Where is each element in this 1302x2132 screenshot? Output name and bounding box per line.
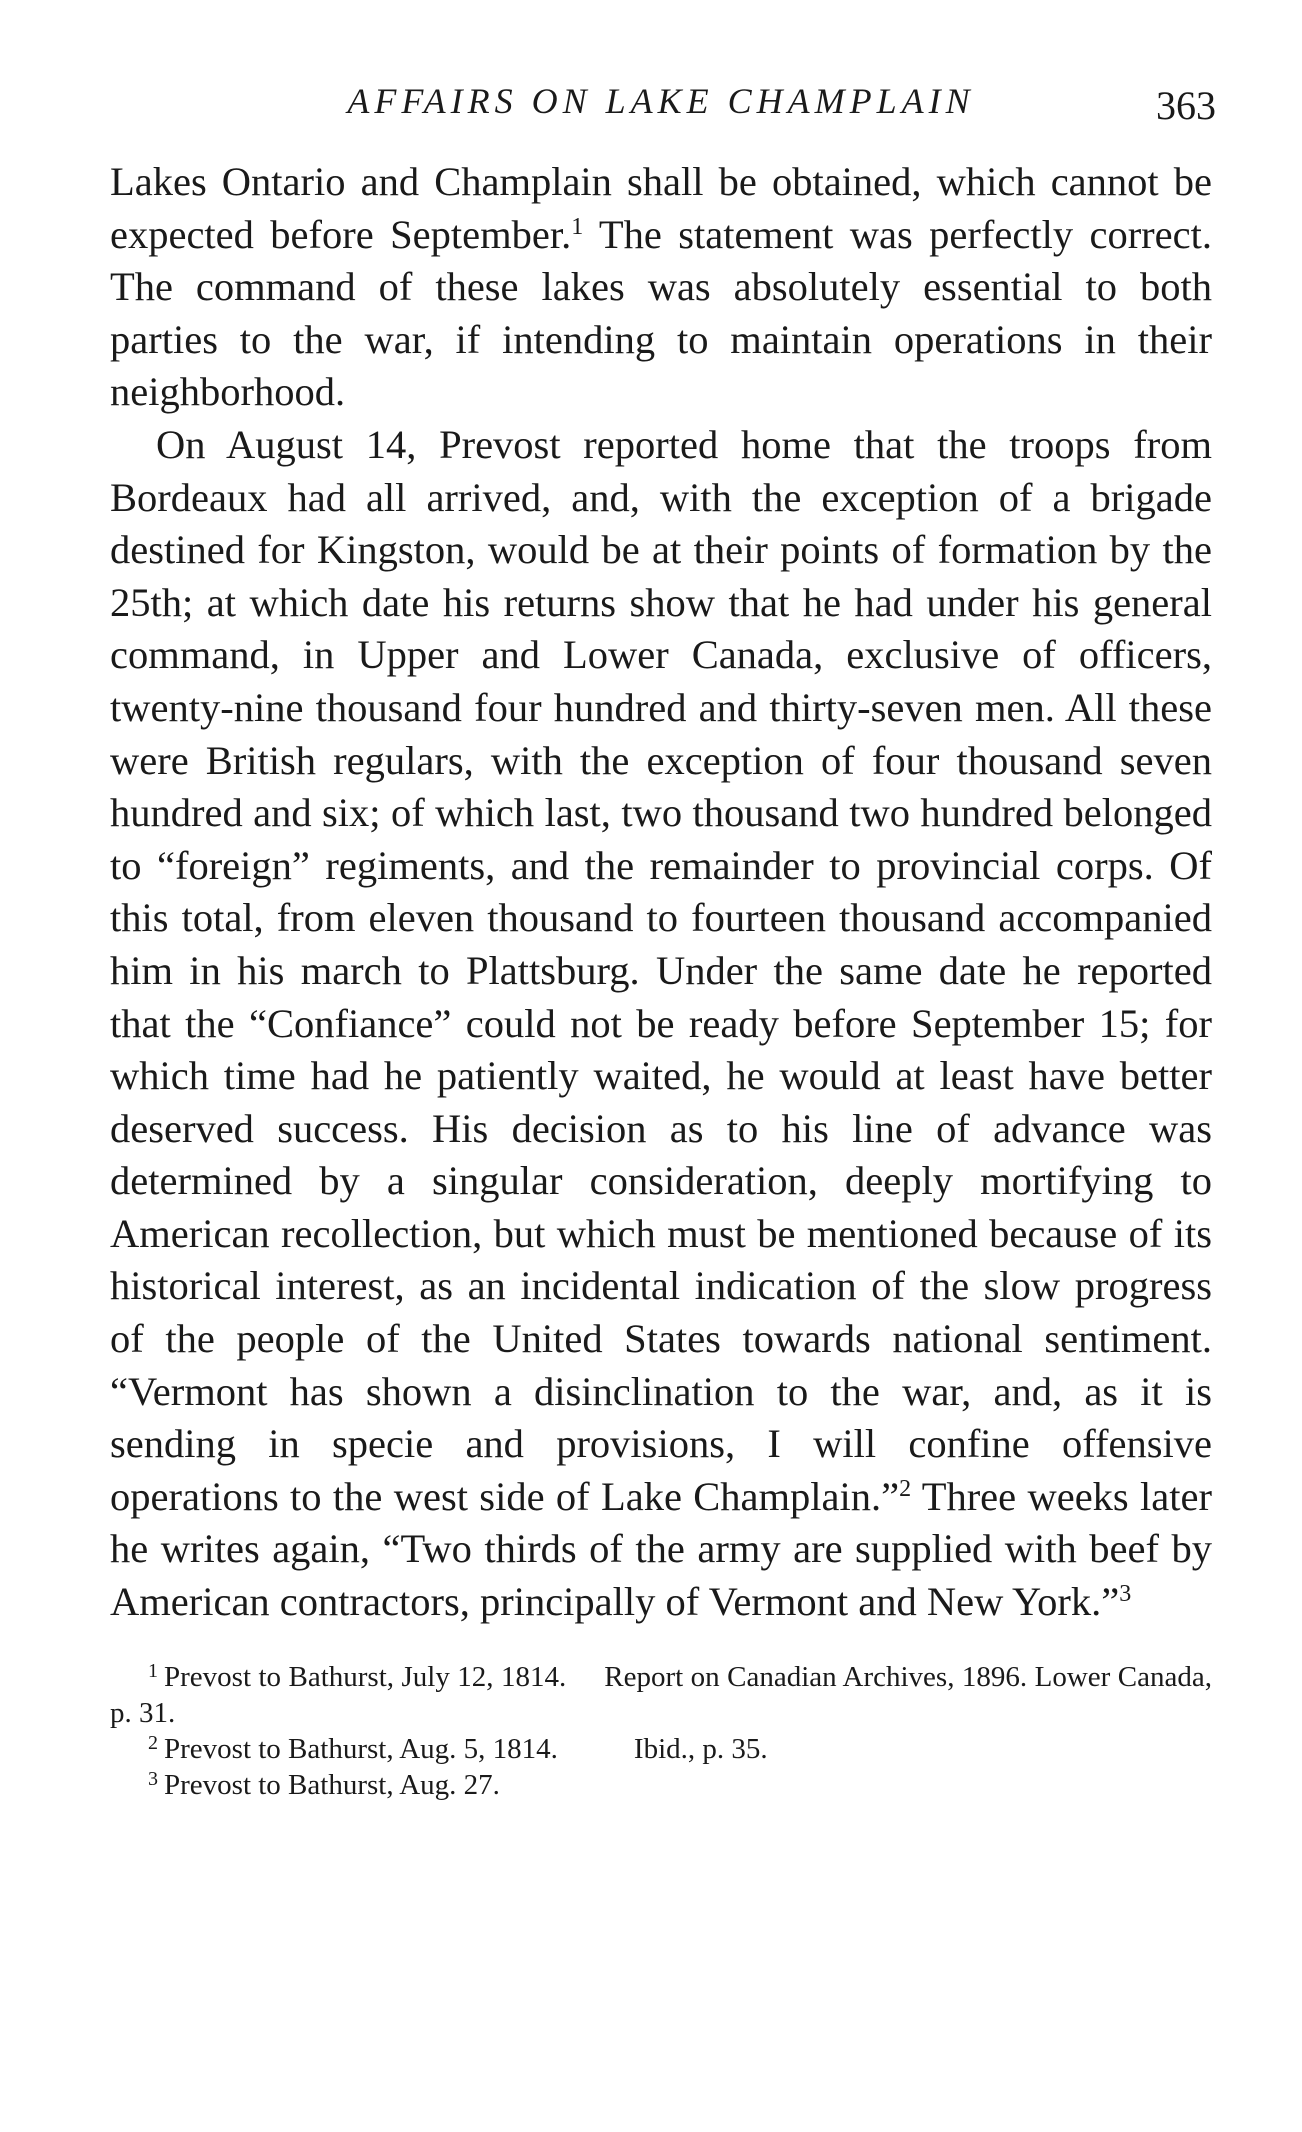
paragraph-2-text-a: On August 14, Prevost reported home that the troops from Bordeaux had all arrived, and, with the exception of a brigade destined for Kingston, would be at their points of formation by the 25th; at which date his returns show that he had under his general command, in Upper and Lower Canada, exclusive of officers, twenty-nine thousand four hundred and thirty-seven men. All these were British regulars, with the exception of four thousand seven hundred and six; of which last, two thousand two hundred belonged to “foreign” regiments, and the remainder to provincial corps. Of this total, from eleven thousand to fourteen thousand accompanied him in his march to Plattsburg. Under the same date he reported that the “Confiance” could not be ready before September 15; for which time had he patiently waited, he would at least have better deserved success. His decision as to his line of advance was determined by a singular consideration, deeply mortifying to American recollection, but which must be mentioned because of its historical interest, as an incidental indication of the slow progress of the people of the United States towards national sentiment. “Vermont has shown a disinclination to the war, and, as it is sending in specie and provisions, I will confine offensive operations to the west side of Lake Champlain.” <box>110 421 1212 1519</box>
footnote-1 <box>110 1659 1212 1731</box>
book-page <box>110 70 1216 1803</box>
footnote-1-mark: 1 <box>148 1659 158 1682</box>
footnote-ref-3: 3 <box>1119 1581 1132 1608</box>
footnote-1-source: Prevost to Bathurst, July 12, 1814. <box>164 1660 567 1693</box>
paragraph-1-text-a: Lakes Ontario and Champlain shall be obtained, which cannot be expected before September. <box>110 159 1212 257</box>
footnote-ref-1: 1 <box>571 213 584 240</box>
paragraph-1 <box>110 156 1212 419</box>
footnote-2-mark: 2 <box>148 1731 158 1754</box>
footnote-2-source: Prevost to Bathurst, Aug. 5, 1814. <box>164 1732 558 1765</box>
running-head <box>110 70 1216 130</box>
footnote-2 <box>110 1731 1212 1767</box>
footnote-1-ref: Report on Canadian Archives, 1896. Lower Canada, p. 31. <box>110 1660 1212 1729</box>
footnotes <box>110 1659 1212 1803</box>
paragraph-1-text-b: The statement was perfectly correct. The command of these lakes was absolutely essential to both parties to the war, if intending to maintain operations in their neighborhood. <box>110 211 1212 415</box>
body-text <box>110 156 1212 1629</box>
paragraph-2 <box>110 419 1212 1629</box>
paragraph-2-text-b: Three weeks later he writes again, “Two thirds of the army are supplied with beef by American contractors, principally of Vermont and New York.” <box>110 1473 1212 1625</box>
footnote-3 <box>110 1767 1212 1803</box>
footnote-3-mark: 3 <box>148 1767 158 1790</box>
footnote-2-ref: Ibid., p. 35. <box>633 1732 768 1765</box>
running-title: AFFAIRS ON LAKE CHAMPLAIN <box>347 81 975 121</box>
footnote-ref-2: 2 <box>899 1475 912 1502</box>
page-number: 363 <box>1156 83 1216 128</box>
footnote-3-source: Prevost to Bathurst, Aug. 27. <box>164 1768 500 1801</box>
